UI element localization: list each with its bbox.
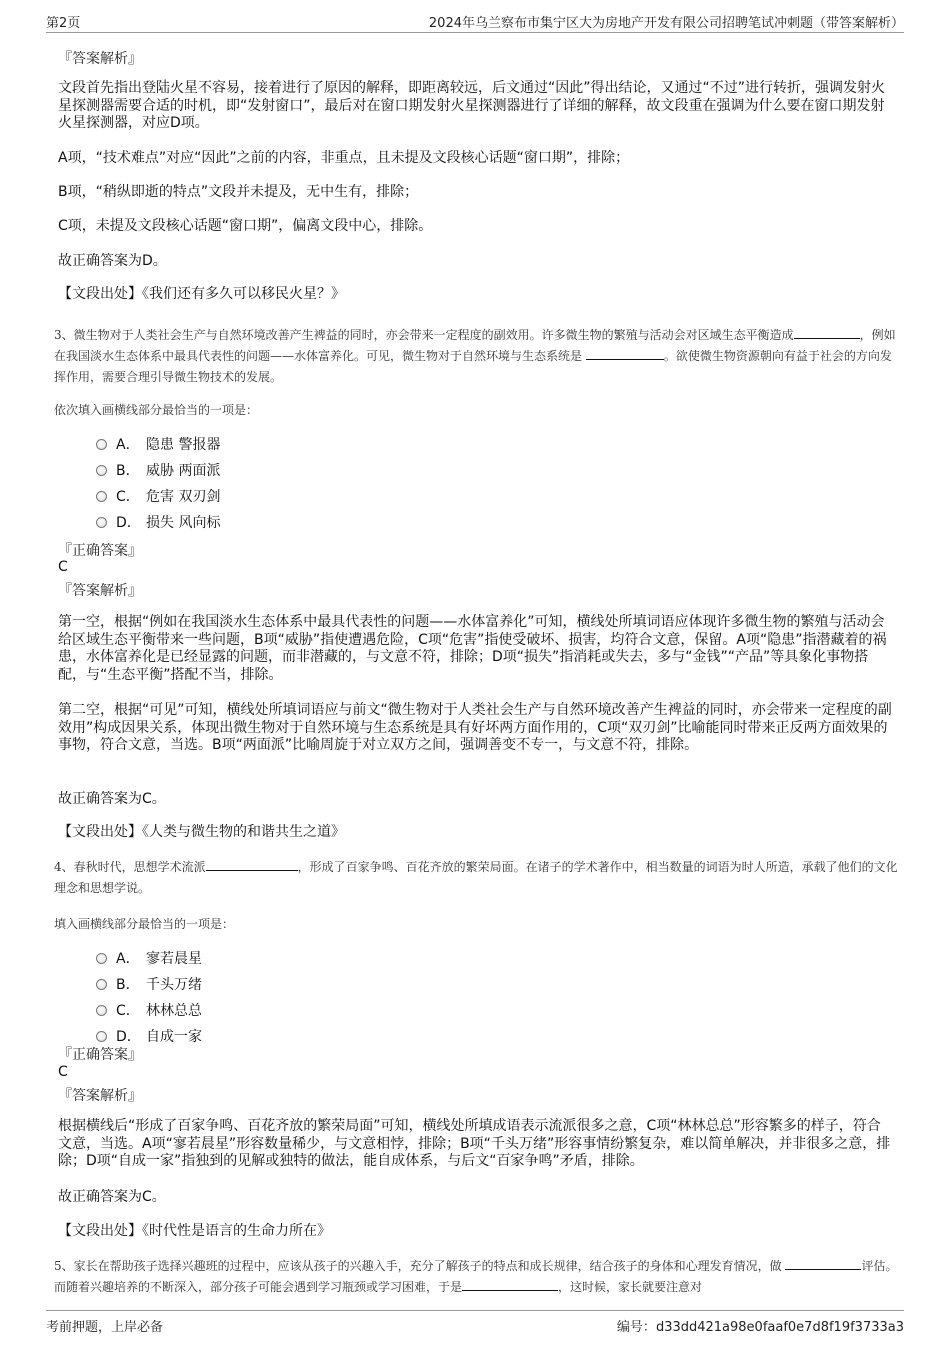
radio-icon[interactable] <box>96 439 107 450</box>
q3-source: 【文段出处】《人类与微生物的和谐共生之道》 <box>58 824 345 840</box>
q4-option-b[interactable]: B． 千头万绪 <box>96 974 396 994</box>
q3-option-b[interactable]: B． 威胁 两面派 <box>96 460 396 480</box>
radio-icon[interactable] <box>96 953 107 964</box>
q4-correct-answer: C <box>58 1064 68 1080</box>
q3-stem-part2: ，例如在我国淡水生态体系中最具代表性的问题——水体富养化。可见，微生物对于自然环境与生态系统是 <box>54 328 896 363</box>
q4-conclusion: 故正确答案为C。 <box>58 1189 166 1205</box>
q4-analysis: 根据横线后“形成了百家争鸣、百花齐放的繁荣局面”可知，横线处所填成语表示流派很多之意，C项“林林总总”形容繁多的样子，符合文意，当选。A项“寥若晨星”形容数量稀少，与文意相悖，排除；B项“千头万绪”形容事情纷繁复杂，难以简单解决，并非很多之意，排除；D项“自成一家”指独到的见解或独特的做法，能自成体系，与后文“百家争鸣”矛盾，排除。 <box>58 1118 891 1169</box>
q3-stem <box>54 325 899 388</box>
q3-correct-answer: C <box>58 559 68 575</box>
q3-blank-2 <box>586 347 664 360</box>
q4-blank-1 <box>206 858 298 871</box>
q2-source: 【文段出处】《我们还有多久可以移民火星？》 <box>58 286 345 302</box>
document-title: 2024年乌兰察布市集宁区大为房地产开发有限公司招聘笔试冲刺题（带答案解析） <box>428 16 904 31</box>
radio-icon[interactable] <box>96 465 107 476</box>
q3-stem-part1: 3、微生物对于人类社会生产与自然环境改善产生裨益的同时，亦会带来一定程度的副效用。许多微生物的繁殖与活动会对区域生态平衡造成 <box>54 328 794 342</box>
q2-analysis: 文段首先指出登陆火星不容易，接着进行了原因的解释，即距离较远，后文通过“因此”得出结论，又通过“不过”进行转折，强调发射火星探测器需要合适的时机，即“发射窗口”，最后对在窗口期发射火星探测器进行了详细的解释，故文段重在强调为什么要在窗口期发射火星探测器，对应D项。 <box>58 80 886 131</box>
radio-icon[interactable] <box>96 1031 107 1042</box>
q3-option-c[interactable]: C． 危害 双刃剑 <box>96 486 396 506</box>
page-header <box>46 12 904 33</box>
q3-analysis-p2: 第二空，根据“可见”可知，横线处所填词语应与前文“微生物对于人类社会生产与自然环境改善产生裨益的同时，亦会带来一定程度的副效用”构成因果关系，体现出微生物对于自然环境与生态系统是具有好坏两方面作用的，C项“双刃剑”比喻能同时带来正反两方面效果的事物，符合文意，当选。B项“两面派”比喻周旋于对立双方之间，强调善变不专一，与文意不符，排除。 <box>58 702 892 753</box>
q4-stem-part2: ，形成了百家争鸣、百花齐放的繁荣局面。在诸子的学术著作中，相当数量的词语为时人所造，承载了他们的文化理念和思想学说。 <box>54 860 898 895</box>
q3-correct-label: 『正确答案』 <box>58 543 142 559</box>
q3-instruction: 依次填入画横线部分最恰当的一项是： <box>54 403 259 417</box>
q4-option-d[interactable]: D． 自成一家 <box>96 1026 396 1046</box>
q3-stem-part3: 。欲使微生物资源朝向有益于社会的方向发挥作用，需要合理引导微生物技术的发展。 <box>54 349 892 384</box>
q2-option-a-note: A项，“技术难点”对应“因此”之前的内容，非重点，且未提及文段核心话题“窗口期”，排除； <box>58 150 630 166</box>
q3-option-d[interactable]: D． 损失 风向标 <box>96 512 396 532</box>
q4-stem <box>54 857 899 899</box>
q3-option-a[interactable]: A． 隐患 警报器 <box>96 434 396 454</box>
q5-stem <box>54 1256 899 1298</box>
q4-correct-label: 『正确答案』 <box>58 1047 142 1063</box>
q5-blank-2 <box>462 1278 558 1291</box>
footer-code-value: d33dd421a98e0faaf0e7d8f19f3733a3 <box>655 1320 904 1335</box>
q3-conclusion: 故正确答案为C。 <box>58 791 166 807</box>
radio-icon[interactable] <box>96 979 107 990</box>
q2-analysis-label: 『答案解析』 <box>58 51 142 67</box>
q2-option-c-note: C项，未提及文段核心话题“窗口期”，偏离文段中心，排除。 <box>58 218 433 234</box>
footer-code <box>617 1316 904 1335</box>
q4-stem-part1: 4、春秋时代，思想学术流派 <box>54 860 206 874</box>
q4-instruction: 填入画横线部分最恰当的一项是： <box>54 917 235 931</box>
radio-icon[interactable] <box>96 1005 107 1016</box>
q5-stem-part2: 评估。而随着兴趣培养的不断深入，部分孩子可能会遇到学习瓶颈或学习困难，于是 <box>54 1259 898 1294</box>
q3-blank-1 <box>794 326 860 339</box>
q4-analysis-label: 『答案解析』 <box>58 1088 142 1104</box>
q4-option-c[interactable]: C． 林林总总 <box>96 1000 396 1020</box>
radio-icon[interactable] <box>96 517 107 528</box>
footer-slogan: 考前押题，上岸必备 <box>46 1320 164 1335</box>
q5-stem-part3: ，这时候，家长就要注意对 <box>558 1280 703 1294</box>
q2-option-b-note: B项，“稍纵即逝的特点”文段并未提及，无中生有，排除； <box>58 184 419 200</box>
q4-source: 【文段出处】《时代性是语言的生命力所在》 <box>58 1223 331 1239</box>
q3-analysis-label: 『答案解析』 <box>58 583 142 599</box>
page-footer <box>46 1310 904 1333</box>
q5-stem-part1: 5、家长在帮助孩子选择兴趣班的过程中，应该从孩子的兴趣入手，充分了解孩子的特点和成长规律，结合孩子的身体和心理发育情况，做 <box>54 1259 782 1273</box>
radio-icon[interactable] <box>96 491 107 502</box>
page-number: 第2页 <box>46 16 81 31</box>
footer-code-label: 编号： <box>616 1320 656 1335</box>
q2-conclusion: 故正确答案为D。 <box>58 253 167 269</box>
q3-analysis-p1: 第一空，根据“例如在我国淡水生态体系中最具代表性的问题——水体富养化”可知，横线处所填词语应体现许多微生物的繁殖与活动会给区域生态平衡带来一些问题，B项“威胁”指使遭遇危险，C项“危害”指使受破坏、损害，均符合文意，保留。A项“隐患”指潜藏着的祸患，水体富养化是已经显露的问题，而非潜藏的，与文意不符，排除；D项“损失”指消耗或失去，多与“金钱”“产品”等具象化事物搭配，与“生态平衡”搭配不当，排除。 <box>58 614 887 683</box>
q4-option-a[interactable]: A． 寥若晨星 <box>96 948 396 968</box>
q5-blank-1 <box>785 1257 861 1270</box>
